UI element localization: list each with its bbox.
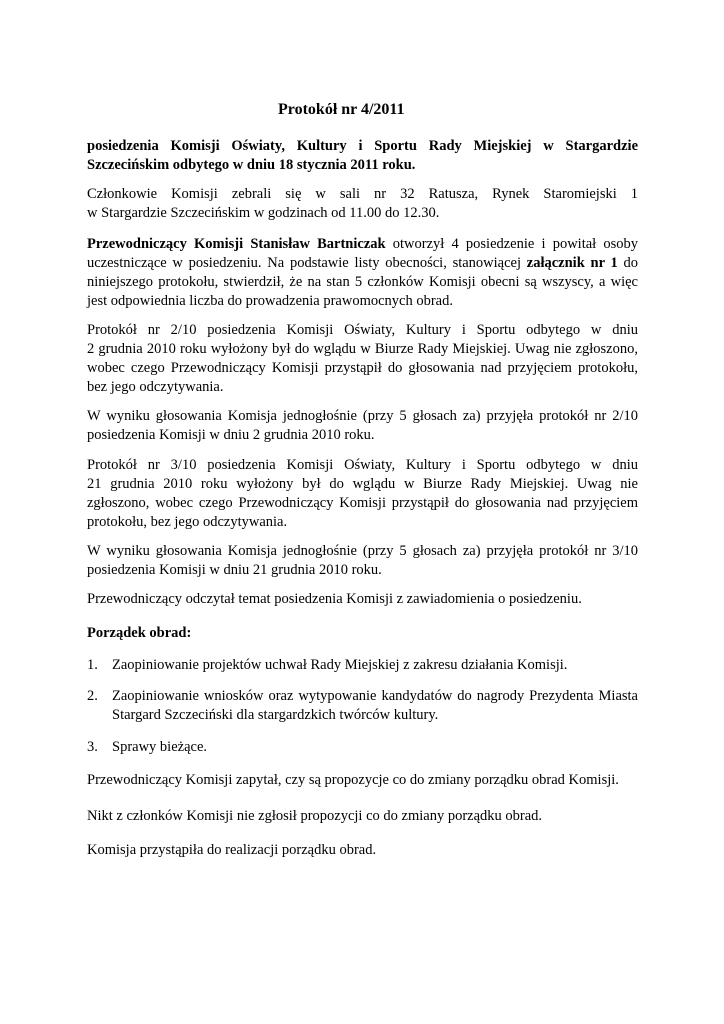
closing-paragraph: Przewodniczący Komisji zapytał, czy są propozycje co do zmiany porządku obrad Komisji.	[87, 772, 619, 788]
minutes-3-10-paragraph	[87, 456, 638, 532]
closing-paragraph: Komisja przystąpiła do realizacji porządku obrad.	[87, 842, 377, 858]
paragraph-line	[87, 254, 638, 273]
agenda-item-text	[112, 687, 638, 725]
vote-3-10-paragraph	[87, 542, 638, 580]
agenda-item-line: Sprawy bieżące.	[112, 739, 208, 755]
agenda-item-number: 1.	[87, 657, 98, 673]
agenda-item-number: 3.	[87, 739, 98, 755]
agenda-item-text	[112, 738, 638, 757]
paragraph-line: 21 grudnia 2010 roku wyłożony był do wglądu w Biurze Rady Miejskiej. Uwag nie	[87, 476, 638, 492]
paragraph-line: jest odpowiednia liczba do prowadzenia prawomocnych obrad.	[87, 293, 453, 309]
opening-paragraph	[87, 235, 638, 311]
document-subject	[87, 137, 638, 175]
paragraph-line: 2 grudnia 2010 roku wyłożony był do wglądu w Biurze Rady Miejskiej. Uwag nie zgłoszono,	[87, 341, 638, 357]
topic-read-paragraph: Przewodniczący odczytał temat posiedzenia Komisji z zawiadomienia o posiedzeniu.	[87, 591, 582, 607]
paragraph-line: w Stargardzie Szczecińskim w godzinach od 11.00 do 12.30.	[87, 205, 440, 221]
paragraph-line: W wyniku głosowania Komisja jednogłośnie (przy 5 głosach za) przyjęła protokół nr 2/10	[87, 408, 638, 424]
venue-paragraph	[87, 185, 638, 223]
paragraph-line: Protokół nr 2/10 posiedzenia Komisji Oświaty, Kultury i Sportu odbytego w dniu	[87, 322, 638, 338]
paragraph-line: Protokół nr 3/10 posiedzenia Komisji Oświaty, Kultury i Sportu odbytego w dniu	[87, 457, 638, 473]
paragraph-line: posiedzenia Komisji w dniu 21 grudnia 2010 roku.	[87, 562, 382, 578]
subject-line: posiedzenia Komisji Oświaty, Kultury i Sportu Rady Miejskiej w Stargardzie	[87, 138, 638, 154]
agenda-item	[87, 687, 638, 725]
agenda-item-number: 2.	[87, 688, 98, 704]
minutes-2-10-paragraph	[87, 321, 638, 397]
agenda-item-text	[112, 656, 638, 675]
agenda-heading: Porządek obrad:	[87, 625, 192, 641]
paragraph-line: wobec czego Przewodniczący Komisji przystąpił do głosowania nad przyjęciem protokołu,	[87, 360, 638, 376]
opening-text: do	[623, 255, 638, 271]
attachment-reference: załącznik nr 1	[526, 255, 618, 271]
vote-2-10-paragraph	[87, 407, 638, 445]
document-body	[87, 100, 638, 860]
agenda-item-line: Zaopiniowanie projektów uchwał Rady Miejskiej z zakresu działania Komisji.	[112, 657, 568, 673]
opening-text: uczestniczące w posiedzeniu. Na podstawie listy obecności, stanowiącej	[87, 255, 522, 271]
paragraph-line: zgłoszono, wobec czego Przewodniczący Komisji przystąpił do głosowania nad przyjęciem	[87, 495, 638, 511]
agenda-item	[87, 738, 638, 757]
paragraph-line	[87, 235, 638, 254]
paragraph-line: posiedzenia Komisji w dniu 2 grudnia 2010 roku.	[87, 427, 375, 443]
paragraph-line: protokołu, bez jego odczytywania.	[87, 514, 288, 530]
opening-text: otworzył 4 posiedzenie i powitał osoby	[392, 236, 638, 252]
chair-name: Przewodniczący Komisji Stanisław Bartniczak	[87, 236, 386, 252]
closing-paragraph: Nikt z członków Komisji nie zgłosił propozycji co do zmiany porządku obrad.	[87, 808, 543, 824]
paragraph-line: bez jego odczytywania.	[87, 379, 224, 395]
paragraph-line: niniejszego protokołu, stwierdził, że na stan 5 członków Komisji obecni są wszyscy, a więc	[87, 274, 638, 290]
agenda-item-line: Zaopiniowanie wniosków oraz wytypowanie kandydatów do nagrody Prezydenta Miasta	[112, 688, 638, 704]
subject-line: Szczecińskim odbytego w dniu 18 stycznia 2011 roku.	[87, 157, 416, 173]
paragraph-line: Członkowie Komisji zebrali się w sali nr 32 Ratusza, Rynek Staromiejski 1	[87, 186, 638, 202]
agenda-item	[87, 656, 638, 675]
agenda-item-line: Stargard Szczeciński dla stargardzkich twórców kultury.	[112, 707, 439, 723]
document-title: Protokół nr 4/2011	[278, 101, 405, 118]
paragraph-line: W wyniku głosowania Komisja jednogłośnie (przy 5 głosach za) przyjęła protokół nr 3/10	[87, 543, 638, 559]
